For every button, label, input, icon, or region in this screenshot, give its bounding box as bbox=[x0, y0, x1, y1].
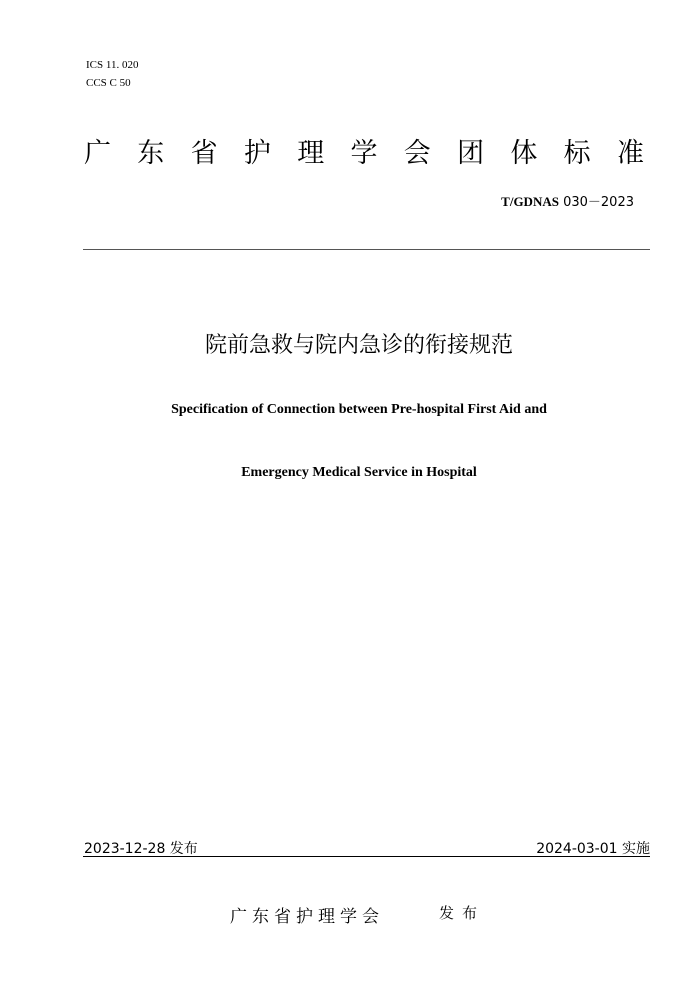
title-char: 护 bbox=[243, 138, 271, 169]
ics-code: ICS 11. 020 bbox=[86, 59, 139, 71]
title-char: 理 bbox=[297, 138, 325, 169]
issuing-organization: 广东省护理学会 bbox=[230, 907, 384, 927]
title-char: 体 bbox=[510, 138, 538, 169]
header-divider bbox=[83, 249, 650, 250]
title-char: 团 bbox=[457, 138, 485, 169]
chinese-title: 院前急救与院内急诊的衔接规范 bbox=[204, 333, 513, 358]
title-char: 东 bbox=[137, 138, 165, 169]
title-char: 省 bbox=[190, 138, 218, 169]
title-char: 标 bbox=[563, 138, 591, 169]
standard-number: 030－2023 bbox=[563, 195, 634, 210]
classification-codes bbox=[86, 56, 138, 92]
title-char: 广 bbox=[84, 138, 111, 169]
standard-prefix: T/GDNAS bbox=[501, 194, 559, 209]
implementation-date: 2024-03-01 实施 bbox=[536, 841, 650, 857]
title-char: 准 bbox=[616, 138, 644, 169]
title-char: 会 bbox=[403, 138, 431, 169]
publish-label: 发布 bbox=[439, 904, 486, 922]
english-title-line-2: Emergency Medical Service in Hospital bbox=[241, 465, 477, 480]
footer-divider bbox=[83, 856, 650, 857]
title-char: 学 bbox=[350, 138, 378, 169]
organization-standard-title bbox=[84, 136, 644, 172]
release-date: 2023-12-28 发布 bbox=[84, 841, 198, 857]
ccs-code: CCS C 50 bbox=[86, 77, 131, 89]
english-title-line-1: Specification of Connection between Pre-hospital First Aid and bbox=[171, 402, 547, 417]
standard-code bbox=[501, 191, 634, 210]
